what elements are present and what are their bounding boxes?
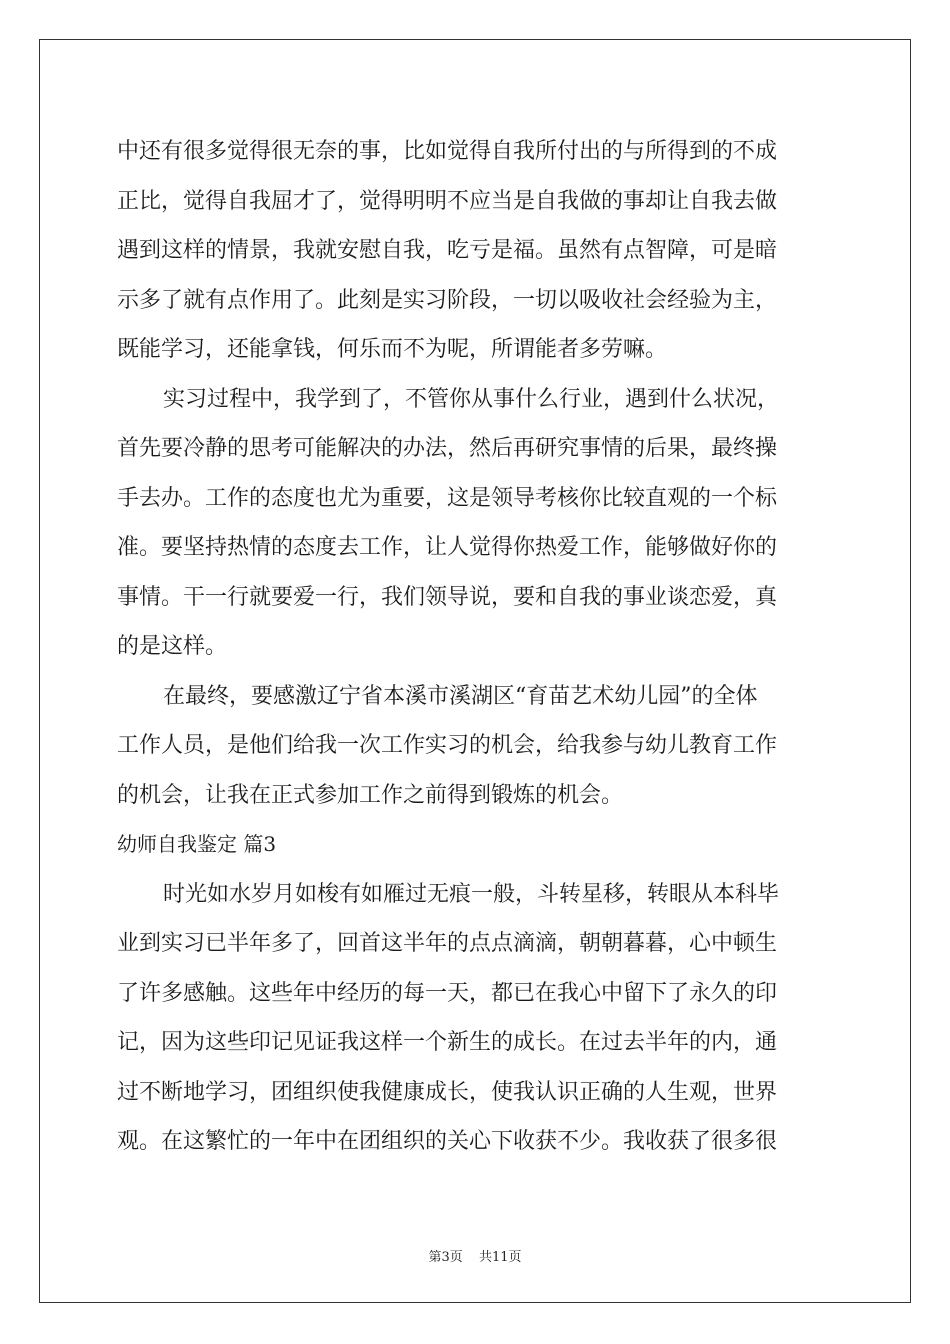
section-heading: 幼师自我鉴定 篇3 bbox=[117, 832, 277, 856]
text-line: 既能学习，还能拿钱，何乐而不为呢，所谓能者多劳嘛。 bbox=[117, 337, 668, 362]
text-line: 的机会，让我在正式参加工作之前得到锻炼的机会。 bbox=[117, 782, 624, 808]
paragraph-start-line: 时光如水岁月如梭有如雁过无痕一般，斗转星移，转眼从本科毕 bbox=[163, 881, 780, 907]
document-body bbox=[117, 127, 833, 1167]
text-line: 事情。干一行就要爱一行，我们领导说，要和自我的事业谈恋爱，真 bbox=[117, 584, 778, 610]
text-line: 过不断地学习，团组织使我健康成长，使我认识正确的人生观，世界 bbox=[117, 1079, 778, 1105]
text-line: 示多了就有点作用了。此刻是实习阶段，一切以吸收社会经验为主， bbox=[117, 287, 778, 313]
text-line: 正比，觉得自我屈才了，觉得明明不应当是自我做的事却让自我去做 bbox=[117, 188, 778, 214]
text-line: 首先要冷静的思考可能解决的办法，然后再研究事情的后果，最终操 bbox=[117, 436, 778, 461]
text-line: 记，因为这些印记见证我这样一个新生的成长。在过去半年的内，通 bbox=[117, 1030, 778, 1055]
text-line: 工作人员，是他们给我一次工作实习的机会，给我参与幼儿教育工作 bbox=[117, 733, 778, 758]
text-line: 中还有很多觉得很无奈的事，比如觉得自我所付出的与所得到的不成 bbox=[117, 139, 778, 164]
page-total: 共11页 bbox=[478, 1250, 522, 1265]
page-number: 第3页 bbox=[428, 1250, 463, 1265]
text-line: 业到实习已半年多了，回首这半年的点点滴滴，朝朝暮暮，心中顿生 bbox=[117, 931, 778, 956]
page-footer bbox=[0, 1246, 950, 1265]
text-line: 手去办。工作的态度也尤为重要，这是领导考核你比较直观的一个标 bbox=[117, 485, 778, 511]
text-line: 准。要坚持热情的态度去工作，让人觉得你热爱工作，能够做好你的 bbox=[117, 535, 778, 560]
text-line: 遇到这样的情景，我就安慰自我，吃亏是福。虽然有点智障，可是暗 bbox=[117, 238, 778, 263]
paragraph-start-line: 实习过程中，我学到了，不管你从事什么行业，遇到什么状况， bbox=[163, 386, 780, 412]
text-line: 的是这样。 bbox=[117, 634, 228, 659]
paragraph-start-line: 在最终，要感激辽宁省本溪市溪湖区“育苗艺术幼儿园”的全体 bbox=[163, 683, 758, 709]
text-line: 观。在这繁忙的一年中在团组织的关心下收获不少。我收获了很多很 bbox=[117, 1129, 778, 1154]
text-line: 了许多感触。这些年中经历的每一天，都已在我心中留下了永久的印 bbox=[117, 980, 778, 1006]
